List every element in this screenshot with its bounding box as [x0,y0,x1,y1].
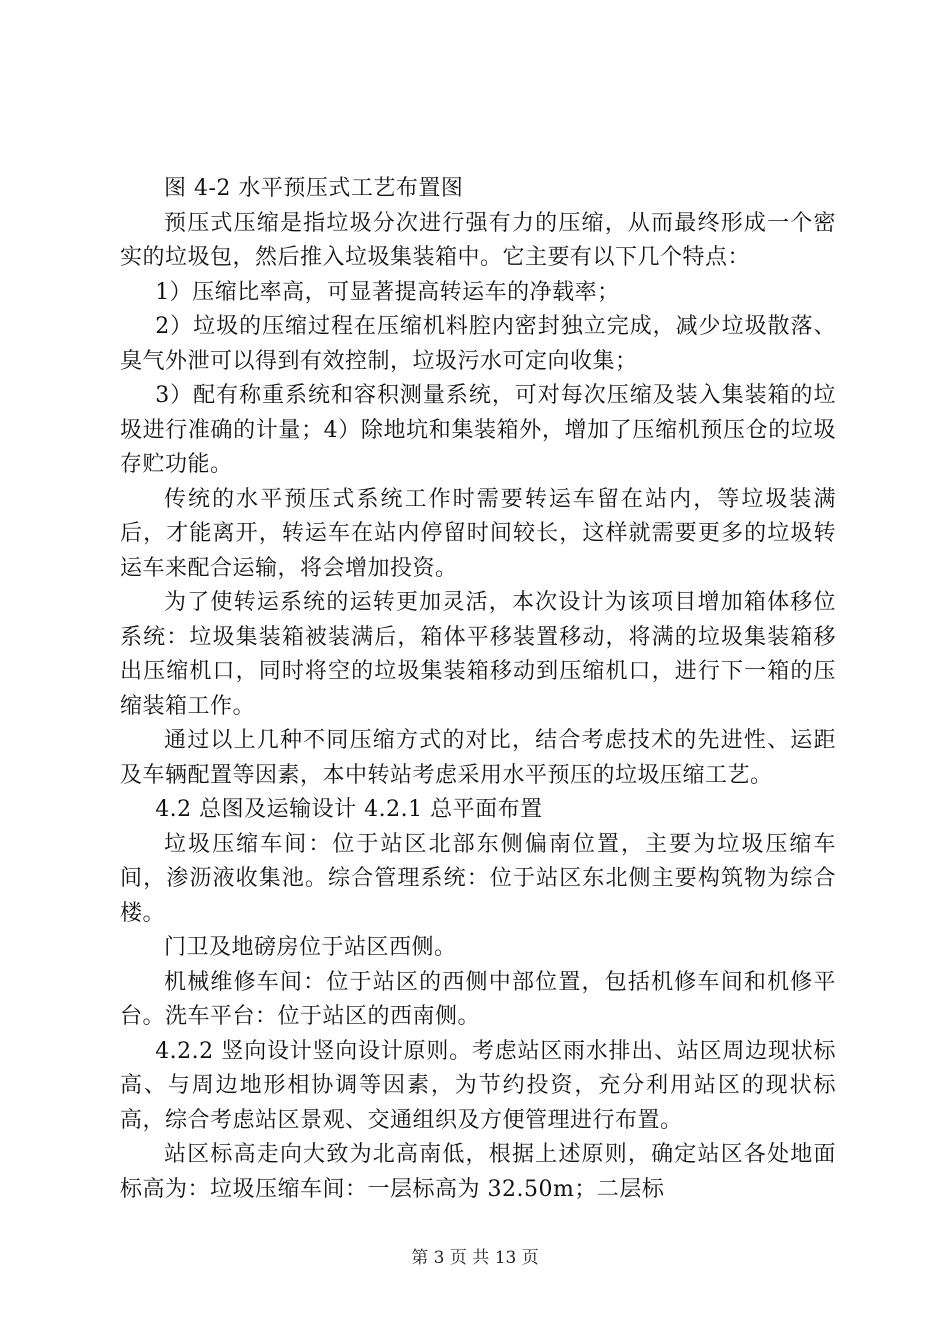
list-item-1: 1）压缩比率高，可显著提高转运车的净载率； [155,279,620,305]
paragraph-maintenance-workshop: 机械维修车间：位于站区的西侧中部位置，包括机修车间和机修平台。洗车平台：位于站区的西南侧。 [120,969,836,1029]
paragraph-precompression-intro: 预压式压缩是指垃圾分次进行强有力的压缩，从而最终形成一个密实的垃圾包，然后推入垃圾集装箱中。它主要有以下几个特点： [120,210,836,270]
paragraph-box-shift-system: 为了使转运系统的运转更加灵活，本次设计为该项目增加箱体移位系统：垃圾集装箱被装满后，箱体平移装置移动，将满的垃圾集装箱移出压缩机口，同时将空的垃圾集装箱移动到压缩机口，进行下一箱的压缩装箱工作。 [120,590,836,719]
figure-caption: 图 4-2 水平预压式工艺布置图 [164,176,464,201]
paragraph-comparison-conclusion: 通过以上几种不同压缩方式的对比，结合考虑技术的先进性、运距及车辆配置等因素，本中转站考虑采用水平预压的垃圾压缩工艺。 [120,728,836,788]
paragraph-compression-workshop: 垃圾压缩车间：位于站区北部东侧偏南位置，主要为垃圾压缩车间，渗沥液收集池。综合管理系统：位于站区东北侧主要构筑物为综合楼。 [120,831,836,926]
paragraph-gate-scale-room: 门卫及地磅房位于站区西侧。 [164,935,457,960]
document-body [120,172,836,1207]
list-item-2: 2）垃圾的压缩过程在压缩机料腔内密封独立完成，减少垃圾散落、臭气外泄可以得到有效控制，垃圾污水可定向收集； [120,314,836,374]
paragraph-vertical-design: 4.2.2 竖向设计竖向设计原则。考虑站区雨水排出、站区周边现状标高、与周边地形相协调等因素，为节约投资，充分利用站区的现状标高，综合考虑站区景观、交通组织及方便管理进行布置。 [120,1038,836,1133]
paragraph-traditional-system: 传统的水平预压式系统工作时需要转运车留在站内，等垃圾装满后，才能离开，转运车在站内停留时间较长，这样就需要更多的垃圾转运车来配合运输，将会增加投资。 [120,486,836,581]
paragraph-site-elevation: 站区标高走向大致为北高南低，根据上述原则，确定站区各处地面标高为：垃圾压缩车间：一层标高为 32.50m；二层标 [120,1142,836,1202]
page-footer: 第 3 页 共 13 页 [411,1248,539,1268]
section-heading-4-2: 4.2 总图及运输设计 4.2.1 总平面布置 [155,797,543,822]
list-item-3-4: 3）配有称重系统和容积测量系统，可对每次压缩及装入集装箱的垃圾进行准确的计量；4）除地坑和集装箱外，增加了压缩机预压仓的垃圾存贮功能。 [120,383,836,477]
